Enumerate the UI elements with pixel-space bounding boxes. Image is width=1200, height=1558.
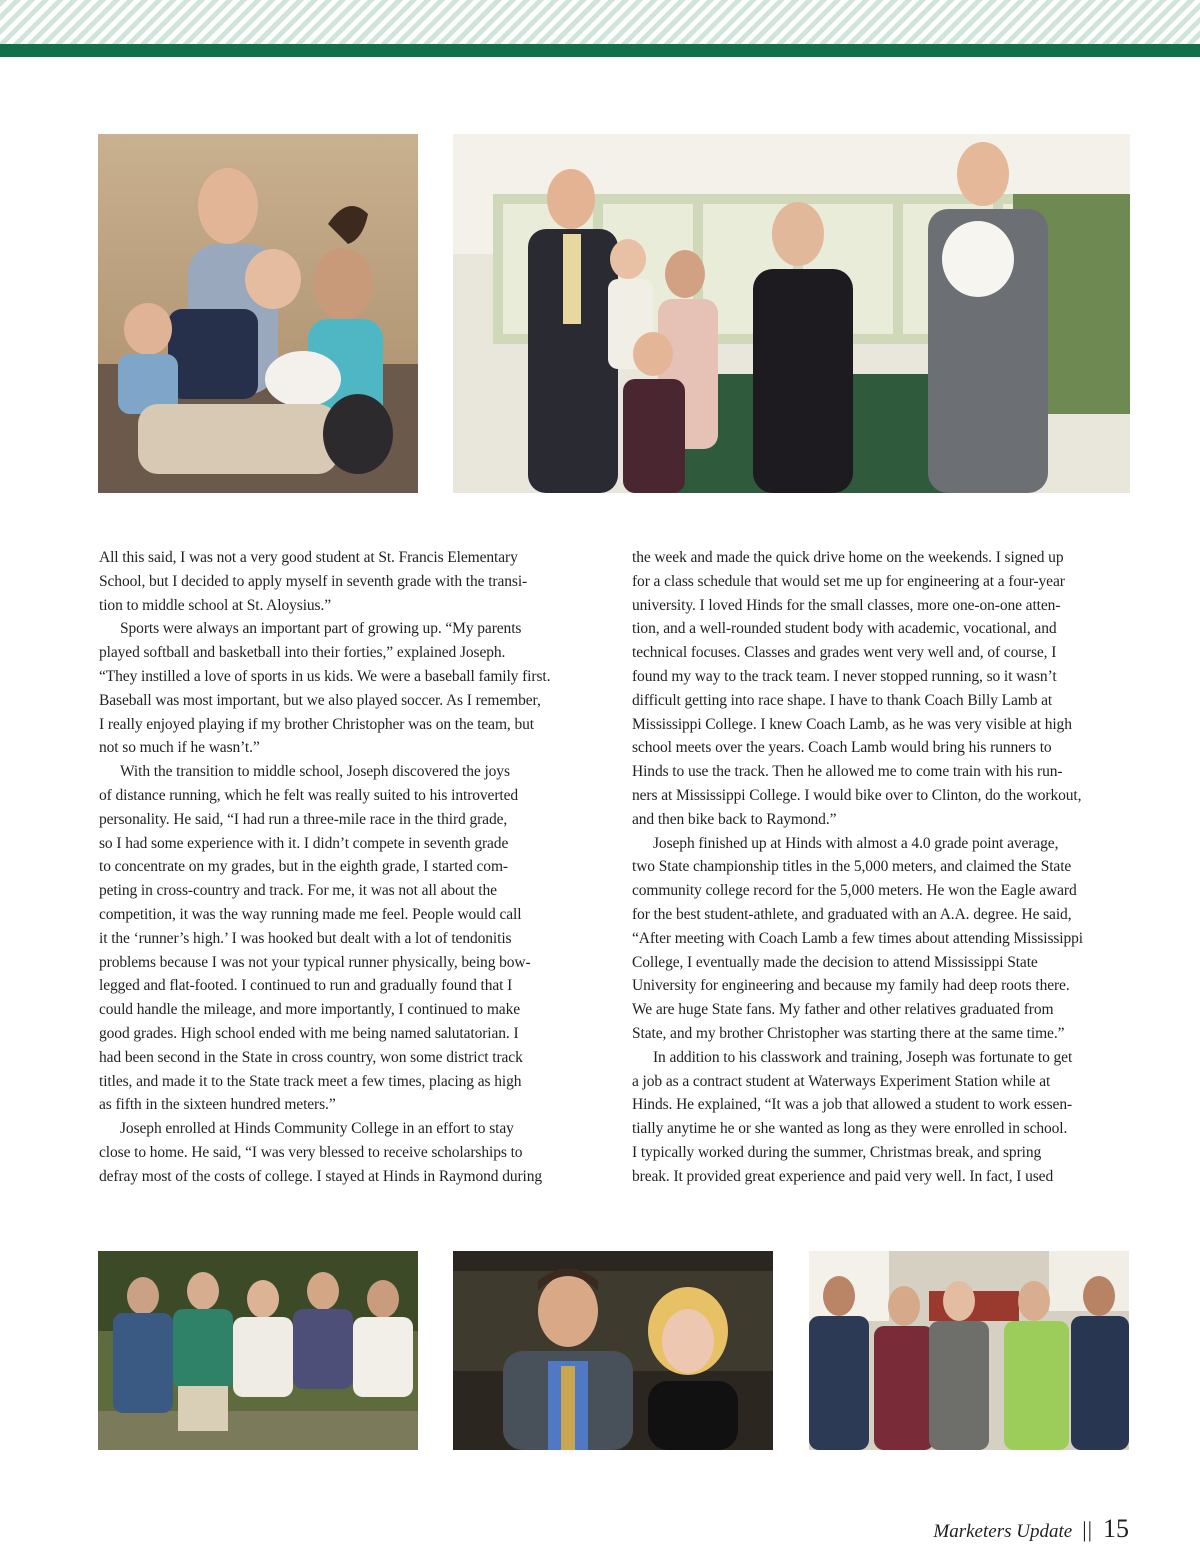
text-line: school meets over the years. Coach Lamb would bring his runners to xyxy=(632,739,1052,757)
text-line: “After meeting with Coach Lamb a few times about attending Mississippi xyxy=(632,929,1084,947)
text-line: tion, and a well-rounded student body with academic, vocational, and xyxy=(632,620,1057,638)
text-line: ners at Mississippi College. I would bike over to Clinton, do the workout, xyxy=(632,786,1082,804)
text-line: so I had some experience with it. I didn’t compete in seventh grade xyxy=(99,834,509,852)
text-line: could handle the mileage, and more importantly, I continued to make xyxy=(99,1001,520,1019)
text-line: University for engineering and because my family had deep roots there. xyxy=(632,977,1070,995)
text-line: peting in cross-country and track. For me, it was not all about the xyxy=(99,882,497,900)
text-line: Sports were always an important part of growing up. “My parents xyxy=(120,620,522,638)
text-line: School, but I decided to apply myself in seventh grade with the transi- xyxy=(99,572,528,590)
text-line: problems because I was not your typical runner physically, being bow- xyxy=(99,953,531,971)
text-line: defray most of the costs of college. I stayed at Hinds in Raymond during xyxy=(99,1167,543,1185)
text-line: tially anytime he or she wanted as long as they were enrolled in school. xyxy=(632,1120,1068,1138)
photo-family-christening-group xyxy=(453,134,1130,493)
text-line: for a class schedule that would set me up for engineering at a four-year xyxy=(632,572,1065,590)
text-line: competition, it was the way running made me feel. People would call xyxy=(99,905,522,923)
text-line: In addition to his classwork and training, Joseph was fortunate to get xyxy=(653,1048,1073,1066)
text-line: “They instilled a love of sports in us kids. We were a baseball family first. xyxy=(99,667,551,685)
text-line: Hinds. He explained, “It was a job that allowed a student to work essen- xyxy=(632,1096,1073,1114)
text-line: State, and my brother Christopher was starting there at the same time.” xyxy=(632,1024,1065,1042)
text-line: College, I eventually made the decision to attend Mississippi State xyxy=(632,953,1038,971)
text-line: it the ‘runner’s high.’ I was hooked but dealt with a lot of tendonitis xyxy=(99,929,512,947)
header-green-rule xyxy=(0,44,1200,57)
article-column-left xyxy=(99,546,595,1189)
text-line: good grades. High school ended with me being named salutatorian. I xyxy=(99,1024,519,1042)
header-stripe-band xyxy=(0,0,1200,44)
photo-couple-image xyxy=(453,1251,773,1450)
photo-group-image xyxy=(809,1251,1129,1450)
text-line: personality. He said, “I had run a three-mile race in the third grade, xyxy=(99,810,508,828)
text-line: close to home. He said, “I was very blessed to receive scholarships to xyxy=(99,1143,523,1161)
text-line: community college record for the 5,000 meters. He won the Eagle award xyxy=(632,882,1077,900)
text-line: of distance running, which he felt was really suited to his introverted xyxy=(99,786,519,804)
text-line: Mississippi College. I knew Coach Lamb, as he was very visible at high xyxy=(632,715,1072,733)
text-line: two State championship titles in the 5,000 meters, and claimed the State xyxy=(632,858,1072,876)
text-line: difficult getting into race shape. I have to thank Coach Billy Lamb at xyxy=(632,691,1053,709)
text-line: I typically worked during the summer, Christmas break, and spring xyxy=(632,1143,1042,1161)
text-line: as fifth in the sixteen hundred meters.” xyxy=(99,1096,336,1114)
article-column-right xyxy=(632,546,1130,1189)
text-line: the week and made the quick drive home on the weekends. I signed up xyxy=(632,549,1064,566)
footer-separator: || xyxy=(1082,1517,1093,1542)
publication-name: Marketers Update xyxy=(933,1521,1073,1542)
text-line: titles, and made it to the State track meet a few times, placing as high xyxy=(99,1072,522,1090)
text-line: We are huge State fans. My father and other relatives graduated from xyxy=(632,1001,1054,1019)
text-line: for the best student-athlete, and graduated with an A.A. degree. He said, xyxy=(632,905,1072,923)
text-line: university. I loved Hinds for the small classes, more one-on-one atten- xyxy=(632,596,1061,614)
text-line: and then bike back to Raymond.” xyxy=(632,810,837,828)
text-line: Joseph finished up at Hinds with almost a 4.0 grade point average, xyxy=(653,834,1059,852)
text-line: Baseball was most important, but we also played soccer. As I remember, xyxy=(99,691,541,709)
photo-group-with-grandmother xyxy=(809,1251,1129,1450)
text-line: played softball and basketball into their forties,” explained Joseph. xyxy=(99,644,506,662)
text-line: Hinds to use the track. Then he allowed me to come train with his run- xyxy=(632,763,1063,781)
photo-family-father-children xyxy=(98,134,418,493)
text-line: Joseph enrolled at Hinds Community College in an effort to stay xyxy=(120,1120,514,1138)
text-line: All this said, I was not a very good student at St. Francis Elementary xyxy=(99,549,518,566)
photo-five-men-image xyxy=(98,1251,418,1450)
text-line: found my way to the track team. I never stopped running, so it wasn’t xyxy=(632,667,1057,685)
text-line: break. It provided great experience and paid very well. In fact, I used xyxy=(632,1167,1054,1185)
text-line: a job as a contract student at Waterways Experiment Station while at xyxy=(632,1072,1051,1090)
page-footer xyxy=(933,1514,1129,1544)
photo-couple-at-event xyxy=(453,1251,773,1450)
page-number: 15 xyxy=(1103,1514,1129,1543)
text-line: With the transition to middle school, Joseph discovered the joys xyxy=(120,763,510,781)
text-line: legged and flat-footed. I continued to run and gradually found that I xyxy=(99,977,513,995)
photo-five-men-outdoors xyxy=(98,1251,418,1450)
photo-family-christening-image xyxy=(453,134,1130,493)
text-line: not so much if he wasn’t.” xyxy=(99,739,260,757)
text-line: I really enjoyed playing if my brother Christopher was on the team, but xyxy=(99,715,534,733)
text-line: technical focuses. Classes and grades went very well and, of course, I xyxy=(632,644,1057,662)
photo-family-father-children-image xyxy=(98,134,418,493)
text-line: to concentrate on my grades, but in the eighth grade, I started com- xyxy=(99,858,508,876)
text-line: tion to middle school at St. Aloysius.” xyxy=(99,596,332,614)
text-line: had been second in the State in cross country, won some district track xyxy=(99,1048,523,1066)
